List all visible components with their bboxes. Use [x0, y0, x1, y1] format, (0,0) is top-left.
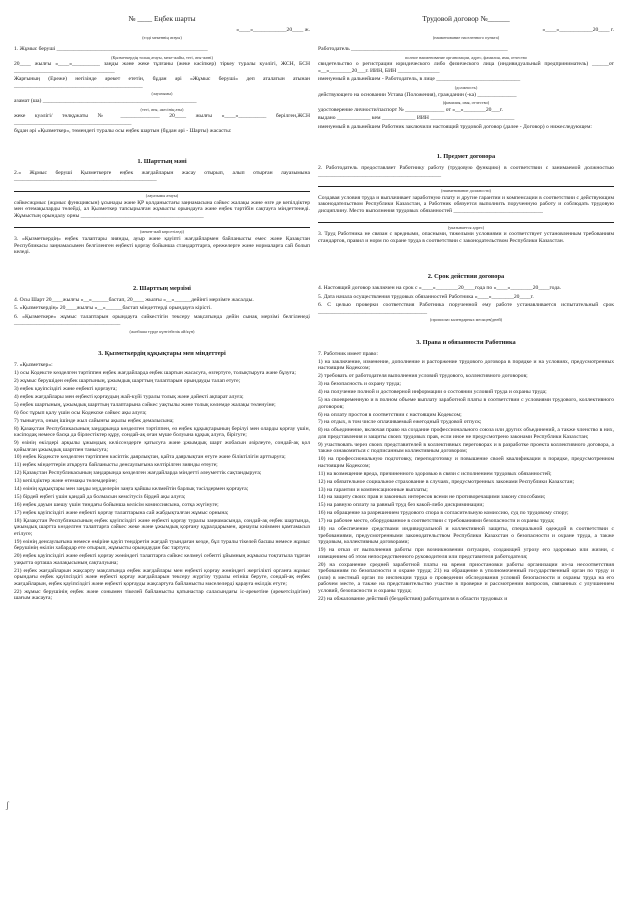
list-item: 19) өзінің денсаулығына немесе өміріне қауіп төндіретін жағдай туындаған кезде, бұл туралы тікелей басшы немесе жұмыс берушінің өкілін хабардар ете отырып, жұмысты орындаудан бас тартуға; — [14, 538, 310, 552]
kz-fill-line — [14, 221, 310, 228]
ru-fill-line — [318, 216, 614, 223]
ru-id-line: удостоверение личности/паспорт № ______________ от «__»________20___г. — [318, 106, 503, 113]
list-item: 6) бос тұрып қалу үшін осы Кодекске сәйкес ақы алуға; — [14, 409, 147, 416]
ru-s1-caption-address: (указывается адрес) — [447, 224, 485, 230]
list-item: 5) на своевременную и в полном объеме выплату заработной платы в соответствии с условиями трудового, коллективного договоров; — [318, 397, 614, 410]
list-item: 4) еңбек жағдайлары мен еңбекті қорғаудың жай-күйі туралы толық және дәйекті ақпарат алуға; — [14, 393, 244, 400]
ru-s1-p1: 2. Работодатель предоставляет Работнику работу (трудовую функцию) в соответствии с занимаемой должностью ____________________________________________ — [318, 164, 614, 178]
kz-employer-line: 1. Жұмыс беруші ______________________________________________________ — [14, 46, 208, 53]
list-item: 13) на гарантии и компенсационные выплаты; — [318, 486, 428, 493]
ru-s1-p3: 3. Труд Работника не связан с вредными, опасными, тяжелыми условиями и соответствует установленным требованиям стандартов, правил и норм по охране труда в соответствии с законодательством Республики Казахстан. — [318, 231, 614, 245]
kz-id-line: жеке куәлігі/ төлқұжаты № ______________ 20____ жылғы «____»__________ берілген,ЖСН __________________________________________ — [14, 113, 310, 126]
kz-caption-employer: (Қызметкердің толық атауы, меке-жайы, тегі, аты-жөні) — [111, 54, 213, 60]
kz-caption-place: (елді мекеннің атауы) — [142, 35, 182, 41]
ru-caption-employer: полное наименование организации, адрес, фамилия, имя, отчество — [404, 54, 528, 60]
ru-fill-line — [318, 180, 614, 187]
kz-s1-caption: (лауазымы атауы) — [145, 192, 179, 198]
list-item: 15) бірдей еңбегі үшін қандай да болмасын кемсітусіз бірдей ақы алуға; — [14, 493, 186, 500]
kz-caption-position: (лауазымы) — [151, 91, 173, 97]
list-item: 9) өзінің өкілдері арқылы ұжымдық келіссөздерге қатысуға және ұжымдық шарт жобасын әзірлеуге, сондай-ақ қол қойылған ұжымдық шартпен танысуға; — [14, 439, 310, 453]
list-item: 16) на обращение за разрешением трудового спора в согласительную комиссию, суд по трудовому спору; — [318, 510, 569, 517]
list-item: 16) еңбек дауын шешу үшін тиндағы бойынша келісім комиссиясына, сотқа жүгінуге; — [14, 501, 219, 508]
kz-date-line: «____»____________20____ ж. — [236, 27, 310, 33]
list-item: 12) на обязательное социальное страхование в случаях, предусмотренных законами Республики Казахстан; — [318, 478, 574, 485]
kz-caption-fio: (тегі, аты, әкесінің аты) — [140, 106, 184, 112]
kz-s2-caption: (жазбаша түрде күнтізбелік ай/күн) — [129, 328, 195, 334]
list-item: 14) на защиту своих прав и законных интересов всеми не противоречащими закону способами; — [318, 494, 546, 501]
ru-contract-title: Трудовой договор №______ — [422, 14, 510, 23]
ru-named-line: именуемый в дальнейшем - Работодатель, в лице ______________________________ — [318, 76, 521, 83]
list-item: 22) на обжалование действий (бездействия) работодателя в области трудовых и — [318, 595, 508, 602]
list-item: 1) на заключение, изменение, дополнение и расторжение трудового договора в порядке и на условиях, предусмотренных настоящим Кодексом; — [318, 358, 614, 372]
ru-section-3-title: 3. Права и обязанности Работника — [416, 338, 516, 346]
list-item: 19) на отказ от выполнения работы при возникновении ситуации, создающей угрозу его здоровью или жизни, с извещением об этом непосредственного руководителя или представителя работодателя; — [318, 547, 614, 560]
ru-employer-line: Работодатель ________________________________________________________ — [318, 46, 508, 53]
list-item: 18) на обеспечение средствами индивидуальной и коллективной защиты, специальной одеждой в соответствии с требованиями, предусмотренными законодательством Республики Казахстан о безопасности и охране труда, а также трудовым, коллективным договорами; — [318, 525, 614, 546]
list-item: 9) участвовать через своих представителей в коллективных переговорах и в разработке проекта коллективного договора, а также ознакомиться с подписанным коллективным договором; — [318, 441, 614, 455]
list-item: 10) на профессиональную подготовку, переподготовку и повышение своей квалификации в порядке, предусмотренном настоящим Кодексом; — [318, 456, 614, 469]
margin-scribble-icon: ʃ — [6, 800, 9, 810]
ru-section-2-title: 2. Срок действия договора — [427, 273, 505, 281]
ru-caption-place: (наименование населенного пункта) — [432, 35, 500, 41]
list-item: 20) на сохранение средней заработной платы на время приостановки работы организации из-за несоответствия требованиям по безопасности и охране труда; 21) на обращение в уполномоченный государственный орган по труду и (или) в местный орган по инспекции труда о проведении обследования условий безопасности и охраны труда на его рабочем месте, а также на представительство участие в проверке и рассмотрении вопросов, связанных с улучшением условий, безопасности и охраны труда; — [318, 561, 614, 594]
kz-intro-line: бұдан әрі «Қызметкер», төмендегі туралы осы еңбек шартын (бұдан әрі - Шарты) жасасты: — [14, 128, 232, 135]
kz-s2-p3: 6. «Қызметкере» жұмыс талаптарын орындауға сәйкестігін тексеру мақсатында дейін сынақ мерзімі белгіленеді ______________________________________ — [14, 313, 310, 327]
list-item: 1) осы Кодексте көзделген тәртіппен еңбек жағдайларда еңбек шартын жасасуға, өзгертуге, толықтыруға және бұзуға; — [14, 370, 296, 377]
list-item: 8) Қазақстан Республикасының заңдарында көзделген тәртіппен, өз еңбек құқықтарының берілуі мен оларды қорғау үшін, кәсіподақ немесе басқа да бірлестіктер құру, сондай-ақ оған мүше болуына құқық алуға, бірігуге; — [14, 425, 310, 439]
kazakh-column — [14, 14, 310, 603]
ru-s2-p2: 5. Дата начала осуществления трудовых обязанностей Работника «____»________20____г. — [318, 293, 534, 300]
kz-s1-p3: 3. «Қызметкердің» еңбек талаптары зиянды, ауыр және қауіпті жағдайлармен байланысты емес және Қазақстан Республикасы заңнамасымен белгіленген еңбекті қорғау бойынша стандарттарға, ережелерге және нормаларға сай болып келеді. — [14, 236, 310, 256]
list-item: 7. «Қызметкер»: — [14, 362, 53, 369]
kz-contract-title: № ____ Еңбек шарты — [128, 14, 196, 23]
list-item: 11) на возмещение вреда, причиненного здоровью в связи с исполнением трудовых обязанностей; — [318, 470, 552, 477]
list-item: 20) еңбек қауіпсіздігі және еңбекті қорғау жөніндегі талаптарға сәйкес келмеуі себепті ұйымның жұмысы тоқтатыла тұрған уақытта орташа жалақысының сақталуына; — [14, 553, 310, 566]
list-item: 4) на получение полной и достоверной информации о состоянии условий труда и охраны труда; — [318, 389, 547, 396]
kz-s2-p1: 4. Осы Шарт 20____жылғы «__»______бастап, 20____ жылғы «__»______дейінгі мерзімге жасалды. — [14, 296, 254, 303]
kz-s1-p1: 2.« Жұмыс беруші Қызметкерге еңбек жағдайларын жасау отырып, алып отырған лауазымына ___________________________________________________ — [14, 169, 310, 183]
list-item: 6) на оплату простоя в соответствии с настоящим Кодексом; — [318, 411, 462, 418]
list-item: 2) жұмыс берушіден еңбек шартының, ұжымдық шарттың талаптарын орындауды талап етуге; — [14, 378, 241, 385]
list-item: 15) на равную оплату за равный труд без какой-либо дискриминации; — [318, 502, 484, 509]
list-item: 17) на рабочее место, оборудованное в соответствии с требованиями безопасности и охраны труда; — [318, 518, 555, 525]
kz-section-2-title: 2. Шарттың мерзімі — [133, 284, 191, 292]
list-item: 13) кепілдіктер және өтемақы төлемдеріне; — [14, 478, 117, 485]
ru-date-line: «____»____________20____ г. — [542, 27, 614, 33]
list-item: 21) еңбек жағдайларын жақсарту мақсатында еңбек жағдайлары мен еңбекті қорғау жөніндегі жергілікті органға жұмыс орындағы еңбек қауіпсіздігі және еңбекті қорғау жағдайларын тексеру жүргізу туралы өтініш беруге, сондай-ақ еңбек жағдайларын, еңбек қауіпсіздігі және еңбекті қорғауды жақсартуға байланысты мәселелерді қарауға өкілдік етуге; — [14, 567, 310, 587]
list-item: 10) еңбек Кодексте көзделген тәртіппен кәсіптік даярлықтан, қайта даярлықтан өтуге және біліктілігін арттыруға; — [14, 454, 286, 461]
ru-section-1-title: 1. Предмет договора — [436, 152, 496, 160]
russian-column — [318, 14, 614, 604]
kz-s1-caption-address: (мекен-жай көрсетіледі) — [139, 229, 185, 235]
kz-section-3-title: 3. Қызметкердің құқықтары мен міндеттері — [98, 350, 226, 358]
ru-s2-p1: 4. Настоящий договор заключен на срок с «____»________20____года по «____»________20____года. — [318, 285, 562, 292]
ru-s2-p3: 6. С целью проверки соответствия Работника порученной ему работе устанавливается испытательный срок _______________________________________ — [318, 302, 614, 315]
list-item: 3) на безопасность и охрану труда; — [318, 381, 401, 388]
ru-rights-list — [318, 351, 614, 602]
kz-s1-p2: сәйкесжұмыс (жұмыс функциясын) ұсынады және ҚР қолданыстағы заңнамасына сәйкес жалақы және өзге де кепілдіктер мен өтемақыларды төлейді, ал Қызметкер тапсырылған жұмысты орындауға және еңбек тәртібін сақтауға міндеттенеді. Жұмыстың орындалу орны ____________________________________________ — [14, 199, 310, 219]
ru-caption-position: (должность) — [454, 84, 478, 90]
ru-intro-line: именуемый в дальнейшем Работник заключили настоящий трудовой договор (далее - Договор) о нижеследующем: — [318, 123, 592, 130]
list-item: 22) жұмыс берушінің еңбек және сонымен тікелей байланысты қатынастар саласындағы іс-әрекетіне (әрекетсіздігіне) шағым жасауға; — [14, 588, 310, 602]
list-item: 2) требовать от работодателя выполнения условий трудового, коллективного договоров; — [318, 373, 528, 380]
kz-rights-list — [14, 362, 310, 602]
ru-charter-line: действующего на основании Устава (Положения), гражданин (-ка) ______________ — [318, 91, 517, 98]
list-item: 8) на объединение, включая право на создание профессионального союза или других объединений, а также членство в них, для представления и защиты своих трудовых прав, если иное не предусмотрено законами Республики Казахстан; — [318, 427, 614, 440]
list-item: 3) еңбек қауіпсіздігі және еңбекті қорғауға; — [14, 386, 117, 393]
ru-caption-fio: (фамилия, имя, отчество) — [442, 99, 490, 105]
list-item: 5) еңбек шартының, ұжымдық шарттың талаптарына сәйкес уақтылы және толық көлемде жалақы төленуіне; — [14, 401, 276, 408]
list-item: 7) тынығуға, оның ішінде жыл сайынғы ақылы еңбек демалысына; — [14, 417, 174, 424]
list-item: 12) Қазақстан Республикасының заңдарында көзделген жағдайларда міндетті әлеуметтік сақтандыруға; — [14, 470, 262, 477]
list-item: 7) на отдых, в том числе оплачиваемый ежегодный трудовой отпуск; — [318, 419, 482, 426]
list-item: 11) еңбек міндеттерін атқаруға байланысты денсаулығына келтірілген зиянды өтеуге; — [14, 462, 218, 469]
kz-section-1-title: 1. Шарттың мәні — [137, 157, 187, 165]
kz-s2-p2: 5. «Қызметкердің» 20____жылғы «__»______бастап міндеттерді орындауға кірісті. — [14, 305, 212, 312]
ru-registration-line: свидетельство о регистрации юридического либо физического лица (индивидуальный предприниматель) ______от «__»________20___г. ИИН, БИН _______________ — [318, 61, 614, 74]
kz-fill-line — [14, 185, 310, 192]
ru-issued-line: выдано ____________ кем ____________ ИИН ______________________________ — [318, 115, 515, 122]
ru-s1-p2: Создавая условия труда и выплачивает заработную плату и другие гарантии и компенсации в соответствии с действующим законодательством Республики Казахстан, а Работник обязуется выполнить порученную работу и соблюдать трудовую дисциплину. Место выполнения трудовых обязанностей ________________________________ — [318, 194, 614, 215]
kz-charter-line: Жарғының (Ереже) негізінде әрекет ететін, бұдан әрі «Жұмыс беруші» деп аталатын атынан ______________________________________________ — [14, 76, 310, 89]
list-item: 17) еңбек қауіпсіздігі және еңбекті қорғау талаптарына сай жабдықталған жұмыс орнына; — [14, 509, 229, 516]
list-item: 7. Работник имеет право: — [318, 350, 378, 357]
ru-s2-caption: (прописью календарных месяцев(дней) — [429, 317, 503, 323]
kz-registration-line: 20____ жылғы «____»__________ заңды және жеке тұлғаны (жеке кәсіпкер) тіркеу туралы куәлігі, ЖСН, БСН ____________________________________ — [14, 61, 310, 74]
ru-s1-caption: (наименование должности) — [441, 188, 491, 194]
list-item: 14) өзінің құқықтары мен заңды мүдделерін заңға қайшы келмейтін барлық тәсілдермен қорғауға; — [14, 486, 249, 493]
list-item: 18) Қазақстан Республикасының еңбек қауіпсіздігі және еңбекті қорғау туралы заңнамасында, сондай-ақ еңбек шартында, ұжымдық шартта көзделген талаптарға сәйкес жеке және ұжымдық қорғану құралдарымен, арнаулы киіммен қамтамасыз етілуге; — [14, 517, 310, 537]
kz-citizen-line: азамат (ша) _______________________________________________________ — [14, 98, 197, 105]
